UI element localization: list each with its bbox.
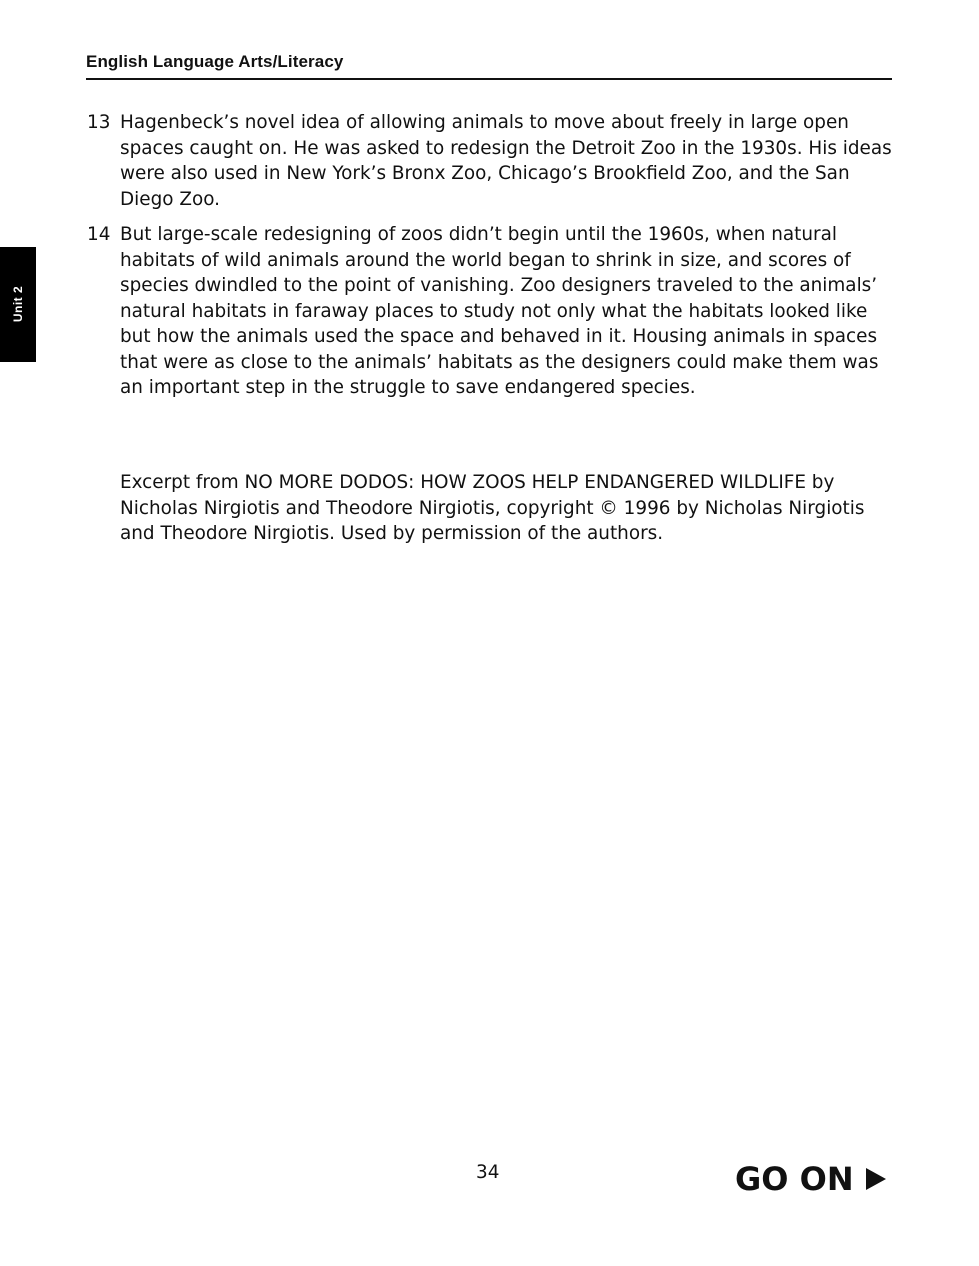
paragraph-14 — [86, 222, 898, 401]
paragraph-text: Hagenbeck’s novel idea of allowing animals to move about freely in large open spaces caught on. He was asked to redesign the Detroit Zoo in the 1930s. His ideas were also used in New York’s Bronx Zoo, Chicago’s Brookfield Zoo, and the San Diego Zoo. — [120, 112, 892, 210]
paragraph-text: But large-scale redesigning of zoos didn’t begin until the 1960s, when natural habitats of wild animals around the world began to shrink in size, and scores of species dwindled to the point of vanishing. Zoo designers traveled to the animals’ natural habitats in faraway places to study not only what the habitats looked like but how the animals used the space and behaved in it. Housing animals in spaces that were as close to the animals’ habitats as the designers could make them was an important step in the struggle to save endangered species. — [120, 224, 879, 398]
page-number: 34 — [476, 1162, 500, 1183]
go-on-indicator — [735, 1160, 886, 1198]
unit-side-tab — [0, 247, 36, 362]
paragraph-number: 14 — [87, 224, 111, 245]
paragraph-number: 13 — [87, 112, 111, 133]
source-citation: Excerpt from NO MORE DODOS: HOW ZOOS HELP ENDANGERED WILDLIFE by Nicholas Nirgiotis and Theodore Nirgiotis, copyright © 1996 by Nicholas Nirgiotis and Theodore Nirgiotis. Used by permission of the authors. — [120, 472, 865, 544]
header-title: English Language Arts/Literacy — [86, 52, 344, 71]
right-triangle-arrow-icon — [866, 1168, 886, 1190]
paragraph-13 — [86, 110, 898, 212]
passage-body — [86, 110, 898, 411]
unit-tab-label: Unit 2 — [11, 285, 25, 323]
page-header — [86, 50, 892, 80]
go-on-label: GO ON — [735, 1160, 854, 1198]
